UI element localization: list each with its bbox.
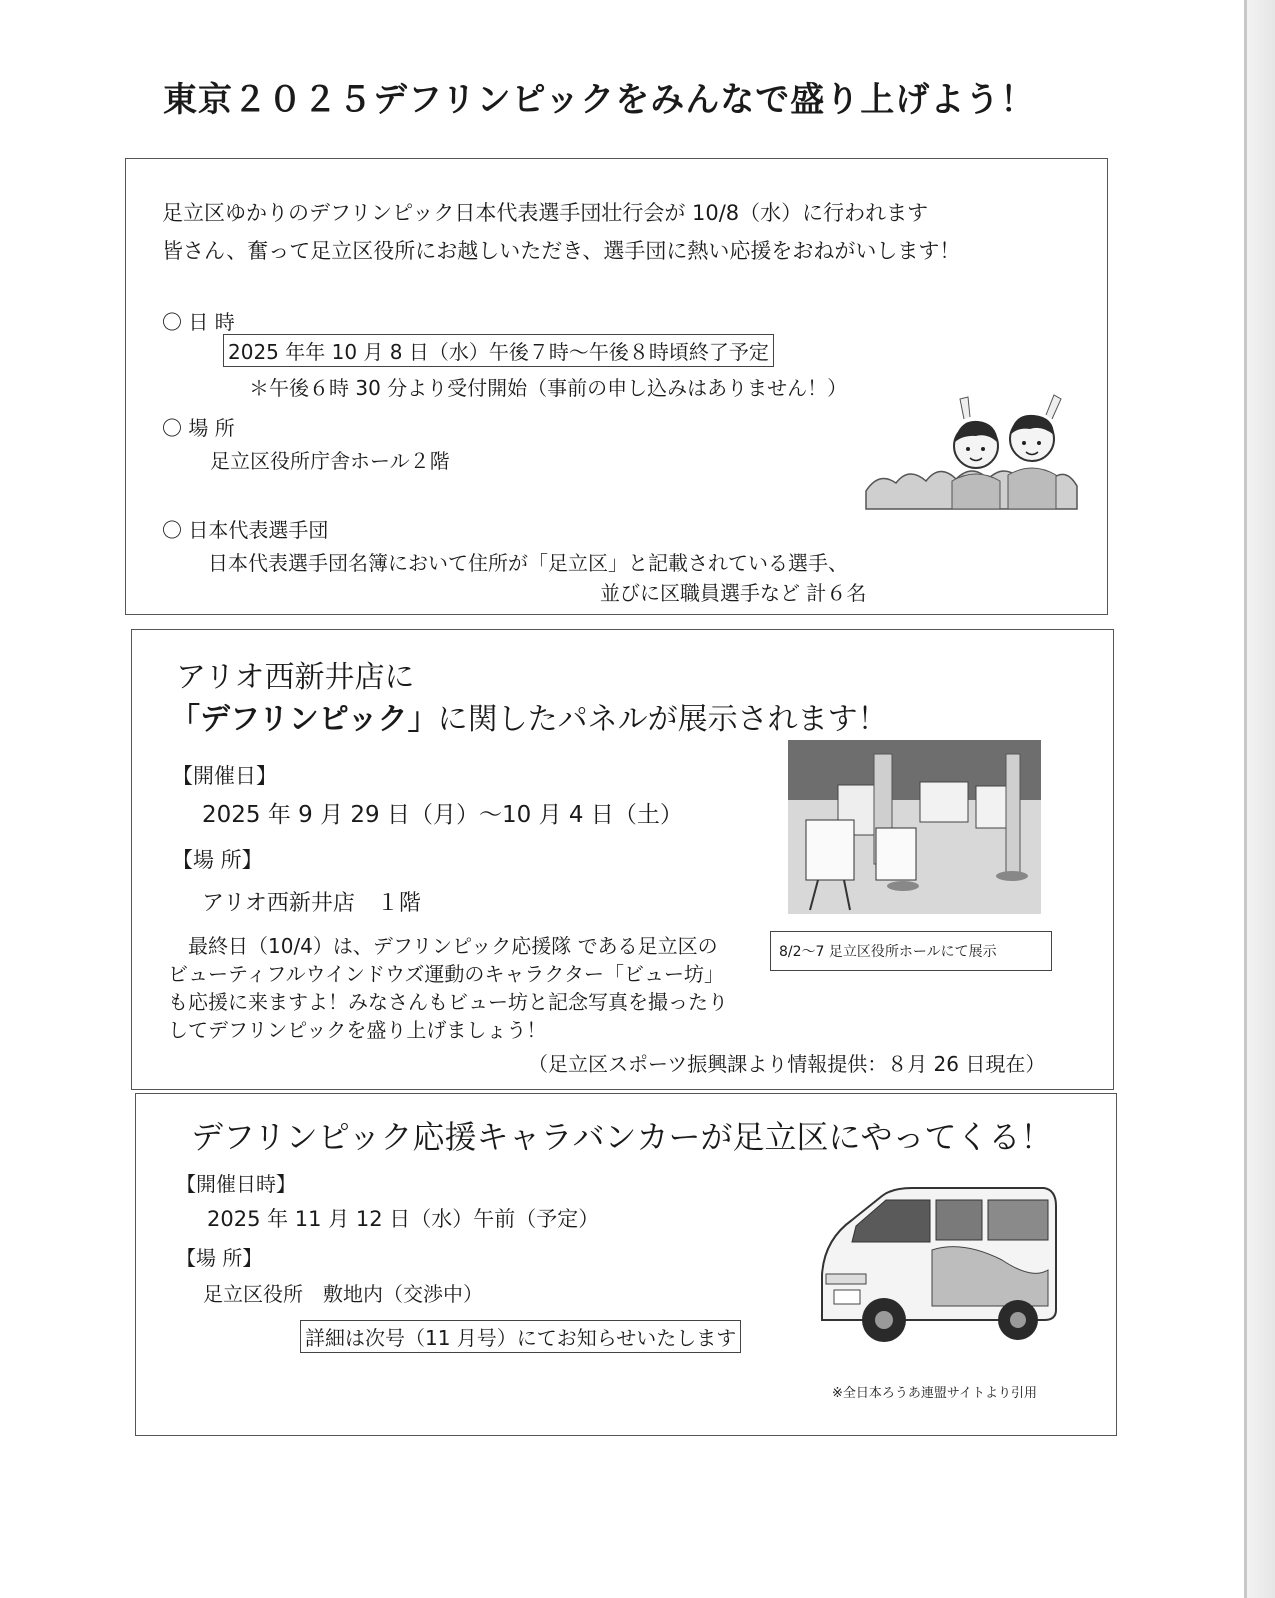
section2-date-heading: 【開催日】 — [172, 764, 277, 788]
datetime-heading: 〇 日 時 — [162, 310, 235, 334]
scan-edge-line — [1244, 0, 1247, 1598]
intro-line-1: 足立区ゆかりのデフリンピック日本代表選手団壮行会が 10/8（水）に行われます — [162, 201, 929, 225]
section2-date-value: 2025 年 9 月 29 日（月）〜10 月 4 日（土） — [202, 802, 683, 828]
section2-body-line-1: 最終日（10/4）は、デフリンピック応援隊 である足立区の — [188, 934, 718, 958]
section3-title: デフリンピック応援キャラバンカーが足立区にやってくる！ — [191, 1118, 1053, 1156]
place-value: 足立区役所庁舎ホール２階 — [210, 449, 450, 473]
page-title: 東京２０２５デフリンピックをみんなで盛り上げよう！ — [163, 80, 1036, 120]
cheering-crowd-illustration — [864, 391, 1079, 511]
section2-source: （足立区スポーツ振興課より情報提供：８月 26 日現在） — [528, 1052, 1046, 1076]
section2-body-line-2: ビューティフルウインドウズ運動のキャラクター「ビュー坊」 — [168, 962, 724, 986]
team-line-1: 日本代表選手団名簿において住所が「足立区」と記載されている選手、 — [208, 551, 848, 575]
section2-body-line-4: してデフリンピックを盛り上げましょう！ — [168, 1018, 547, 1042]
section3-place-value: 足立区役所 敷地内（交渉中） — [203, 1282, 483, 1306]
caravan-car-box — [135, 1093, 1117, 1436]
send-off-event-box — [125, 158, 1108, 615]
section2-body-line-3: も応援に来ますよ！みなさんもビュー坊と記念写真を撮ったり — [168, 990, 728, 1014]
caravan-car-photo — [812, 1180, 1062, 1350]
team-line-2: 並びに区職員選手など 計６名 — [600, 581, 867, 605]
datetime-note: ＊午後６時 30 分より受付開始（事前の申し込みはありません！） — [249, 376, 848, 400]
section3-notice: 詳細は次号（11 月号）にてお知らせいたします — [300, 1320, 741, 1353]
place-heading: 〇 場 所 — [162, 416, 235, 440]
deaflympics-emphasis: 「デフリンピック」 — [170, 702, 438, 737]
photo-caption: 8/2〜7 足立区役所ホールにて展示 — [770, 931, 1052, 971]
section3-place-heading: 【場 所】 — [176, 1246, 263, 1270]
intro-line-2: 皆さん、奮って足立区役所にお越しいただき、選手団に熱い応援をおねがいします！ — [162, 239, 961, 263]
section2-title-line-2 — [170, 694, 888, 738]
team-heading: 〇 日本代表選手団 — [162, 518, 329, 542]
section3-date-value: 2025 年 11 月 12 日（水）午前（予定） — [207, 1207, 600, 1231]
panel-exhibition-photo — [788, 740, 1041, 914]
panel-exhibition-box — [131, 629, 1114, 1090]
section3-date-heading: 【開催日時】 — [176, 1172, 296, 1196]
scan-border — [1247, 0, 1275, 1598]
datetime-value: 2025 年年 10 月 8 日（水）午後７時〜午後８時頃終了予定 — [223, 334, 774, 367]
section2-place-heading: 【場 所】 — [172, 848, 263, 872]
section3-credit: ※全日本ろうあ連盟サイトより引用 — [832, 1386, 1037, 1401]
section2-title-rest: に関したパネルが展示されます！ — [437, 702, 888, 737]
section2-title-line-1: アリオ西新井店に — [176, 660, 415, 695]
section2-place-value: アリオ西新井店 １階 — [202, 891, 421, 916]
